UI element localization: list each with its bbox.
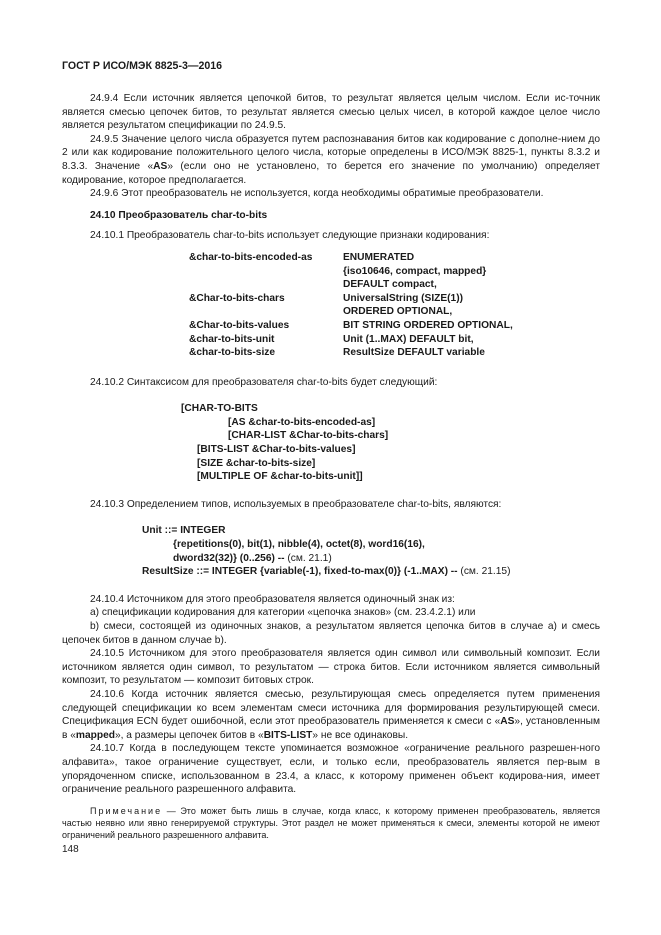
syntax-block — [62, 402, 600, 484]
syntax-line: [AS &char-to-bits-encoded-as] — [228, 416, 376, 428]
type-comment: (см. 21.15) — [460, 566, 511, 578]
text-run: 24.10.6 Когда источник является смесью, результирующая смесь определяется путем применения следующей спецификации ко всем элементам смеси источника для формирования результирующей смеси. Спецификация ECN будет ошибочной, если этот преобразователь применяется к смеси с « — [62, 688, 600, 728]
property-name — [189, 305, 343, 319]
type-line — [173, 552, 600, 566]
note-text: — Это может быть лишь в случае, когда класс, к которому применен преобразователь, является частью неявно или явно генерируемой структуры. Этот раздел не может применяться к смеси, элементы которой не имеют ограничений реального разрешенного алфавита. — [62, 805, 600, 841]
property-name: &Char-to-bits-values — [189, 319, 290, 331]
paragraph-24-10-5: 24.10.5 Источником для этого преобразователя является один символ или символьный композит. Если источником является один символ, то результатом — строка битов. Если источником является символьный композит, то результатом — композит битовых строк. — [62, 648, 600, 687]
paragraph-24-9-4: 24.9.4 Если источник является цепочкой битов, то результат является целым числом. Если ис-точник является смесью цепочек битов, то результат является смесью целых чисел, в которой каждое целое число является результатом спецификации по 24.9.5. — [62, 93, 600, 132]
note — [62, 805, 600, 842]
paragraph-24-10-3: 24.10.3 Определением типов, используемых в преобразователе char-to-bits, являются: — [90, 498, 502, 510]
encoding-row — [62, 292, 600, 306]
paragraph-24-9-5 — [62, 133, 600, 187]
property-name: &Char-to-bits-chars — [189, 292, 285, 304]
paragraph-24-10-7: 24.10.7 Когда в последующем тексте упоминается возможное «ограничение реального разрешен-ного алфавита», такое ограничение существует, если, и только если, преобразователь является пер-вым в упорядоченном списке, использованном в 23.4, а класс, к которому применен объект кодирова-ния, имеет ограничение реального разрешенного алфавита. — [62, 743, 600, 796]
keyword-as: AS — [153, 160, 168, 172]
paragraph-24-10-6 — [62, 688, 600, 742]
property-value: BIT STRING ORDERED OPTIONAL, — [343, 319, 513, 331]
paragraph-24-9-6: 24.9.6 Этот преобразователь не используется, когда необходимы обратимые преобразователи. — [90, 188, 544, 200]
syntax-line: [CHAR-LIST &Char-to-bits-chars] — [228, 430, 389, 442]
type-comment: (см. 21.1) — [287, 552, 332, 564]
syntax-line: [CHAR-TO-BITS — [181, 403, 258, 415]
encoding-row — [62, 265, 600, 279]
text-run: », установленным в « — [62, 716, 600, 741]
encoding-row — [62, 305, 600, 319]
document-header: ГОСТ Р ИСО/МЭК 8825-3—2016 — [62, 60, 223, 72]
property-value: Unit (1..MAX) DEFAULT bit, — [343, 333, 474, 345]
encoding-row — [62, 319, 600, 333]
type-definitions — [62, 524, 600, 578]
encoding-row — [62, 346, 600, 360]
property-name: &char-to-bits-unit — [189, 333, 275, 345]
encoding-properties-table — [62, 251, 600, 360]
keyword-as: AS — [500, 716, 515, 728]
syntax-line: [BITS-LIST &Char-to-bits-values] — [197, 444, 356, 456]
type-line — [142, 565, 600, 579]
type-text: ResultSize ::= INTEGER {variable(-1), fixed-to-max(0)} (-1..MAX) -- — [142, 566, 461, 578]
section-title: 24.10 Преобразователь char-to-bits — [90, 209, 268, 221]
type-line: {repetitions(0), bit(1), nibble(4), octet(8), word16(16), — [173, 539, 425, 551]
encoding-row — [62, 333, 600, 347]
page-number: 148 — [62, 844, 79, 855]
property-value: {iso10646, compact, mapped} — [343, 265, 487, 277]
paragraph-24-10-2: 24.10.2 Синтаксисом для преобразователя char-to-bits будет следующий: — [90, 376, 438, 388]
list-item-b: b) смеси, состоящей из одиночных знаков, а результатом является цепочка битов в случае а) и смесь цепочек битов в данном случае b). — [62, 621, 600, 646]
text-run: » не все одинаковы. — [312, 729, 409, 741]
property-name — [189, 278, 343, 292]
text-run: » (если оно не установлено, то берется его значение по умолчанию) определяет кодирование, которое предполагается. — [62, 160, 600, 186]
list-item-a: а) спецификации кодирования для категории «цепочка знаков» (см. 23.4.2.1) или — [90, 607, 476, 619]
property-value: ENUMERATED — [343, 251, 415, 263]
property-name: &char-to-bits-encoded-as — [189, 251, 313, 263]
encoding-row — [62, 278, 600, 292]
syntax-line: [SIZE &char-to-bits-size] — [197, 457, 316, 469]
note-label: Примечание — [90, 805, 163, 816]
keyword-mapped: mapped — [75, 729, 115, 741]
paragraph-24-10-4: 24.10.4 Источником для этого преобразователя является одиночный знак из: — [90, 593, 455, 605]
page-content — [62, 92, 600, 850]
type-line: Unit ::= INTEGER — [142, 525, 226, 537]
encoding-row — [62, 251, 600, 265]
property-value: DEFAULT compact, — [343, 279, 437, 291]
paragraph-24-10-1: 24.10.1 Преобразователь char-to-bits использует следующие признаки кодирования: — [90, 230, 490, 242]
property-value: ORDERED OPTIONAL, — [343, 306, 453, 318]
property-value: ResultSize DEFAULT variable — [343, 347, 485, 359]
keyword-bits-list: BITS-LIST — [263, 729, 313, 741]
property-name — [189, 265, 343, 279]
text-run: », а размеры цепочек битов в « — [114, 729, 264, 741]
property-value: UniversalString (SIZE(1)) — [343, 292, 464, 304]
text-run: 24.9.5 Значение целого числа образуется путем распознавания битов как кодирование с дополне-нием до 2 или как кодирование положительного целого числа, которые определены в ИСО/МЭК 8825-1, пункты 8.3.2 и 8.3.3. Значение « — [62, 133, 600, 172]
type-text: dword32(32)} (0..256) -- — [173, 552, 288, 564]
property-name: &char-to-bits-size — [189, 347, 276, 359]
syntax-line: [MULTIPLE OF &char-to-bits-unit]] — [197, 471, 363, 483]
